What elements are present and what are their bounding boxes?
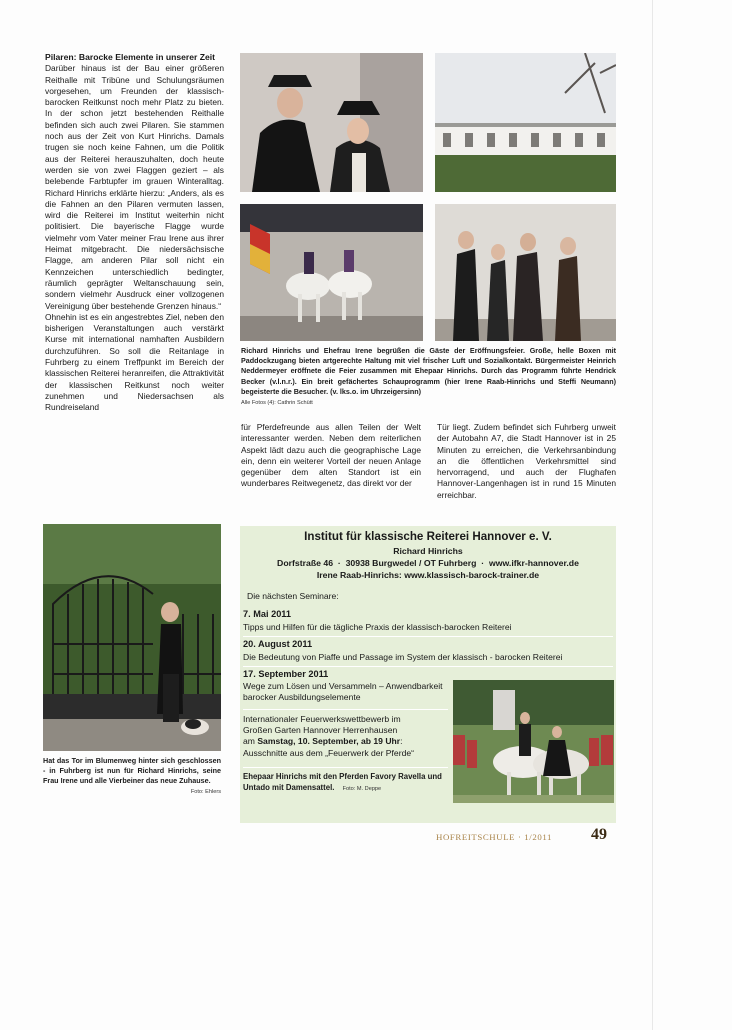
article-column-2: [241, 422, 421, 490]
seminar-1-title: Tipps und Hilfen für die tägliche Praxis der klassisch-barocken Reiterei: [243, 622, 512, 632]
event-line-2: Großen Garten Hannover Herrenhausen: [243, 725, 398, 736]
section-heading: Pilaren: Barocke Elemente in unserer Zeit: [45, 52, 216, 62]
column-1-text-continued: Ohnehin ist es ein angestrebtes Ziel, neben den bisherigen Veranstaltungen auch verstärkt Kurse mit international namhaften Ausbildern durchzuführen. So soll die Reitanlage in Fuhrberg zu einem Treffpunkt im Bereich der klassischen Reiterei heranreifen, die Attraktivität der klassischen Reitkunst noch weiter zunehmen und Niedersachsen als Rundreiseland: [45, 311, 224, 413]
seminar-3-date: 17. September 2011: [243, 669, 329, 679]
column-3-text: Tür liegt. Zudem befindet sich Fuhrberg unweit der Autobahn A7, die Stadt Hannover ist in 25 Minuten zu erreichen, die Verkehrsanbindung an die öffentlichen Verkehrsmittel sind hervorragend, und auch der Flughafen Hannover-Langenhagen ist in rund 15 Minuten erreichbar.: [437, 422, 616, 500]
article-column-1: [45, 52, 224, 414]
gate-caption-text: Hat das Tor im Blumenweg hinter sich geschlossen - in Fuhrberg ist nun für Richard Hinrichs, seine Frau Irene und alle Vierbeiner das neue Zuhause.: [43, 756, 221, 786]
divider: [243, 767, 448, 768]
event-line-3: [243, 736, 451, 747]
seminars-label: Die nächsten Seminare:: [247, 591, 339, 601]
divider: [243, 636, 613, 637]
inset-caption-text: Ehepaar Hinrichs mit den Pferden Favory Ravella und Untado mit Damensattel.: [243, 772, 442, 792]
photo-caption-text: Richard Hinrichs und Ehefrau Irene begrüßen die Gäste der Eröffnungsfeier. Große, helle Boxen mit Paddockzugang bieten artgerechte Haltung mit viel frischer Luft und Sozialkontakt. Bürgermeister Heinrich Neddermeyer eröffnete die Feier zusammen mit Ehepaar Hinrichs. Durch das Programm führte Hendrick Becker (v.l.n.r.). Ein breit gefächertes Schauprogramm (hier Irene Raab-Hinrichs und Steffi Neumann) begeisterte die Besucher. (v. lks.o. im Uhrzeigersinn): [241, 346, 616, 396]
magazine-name: HOFREITSCHULE · 1/2011: [436, 832, 552, 842]
event-line-4: Ausschnitte aus dem „Feuerwerk der Pferde“: [243, 747, 414, 758]
institute-address: Dorfstraße 46 · 30938 Burgwedel / OT Fuhrberg · www.ifkr-hannover.de: [277, 558, 579, 568]
divider: [243, 709, 448, 710]
photo-couple-horses: [453, 680, 614, 803]
event-line-3-prefix: am: [243, 736, 258, 747]
page-number: 49: [591, 826, 607, 843]
event-line-3-suffix: :: [400, 736, 403, 747]
article-column-3: [437, 422, 616, 501]
institute-info-box: [240, 526, 616, 823]
gate-photo-credit: Foto: Ehlers: [190, 788, 221, 795]
inset-photo-credit: Foto: M. Deppe: [342, 785, 382, 792]
inset-photo-caption: [243, 772, 451, 794]
fireworks-event: [243, 714, 451, 759]
seminar-2-date: 20. August 2011: [243, 639, 313, 649]
column-2-text: für Pferdefreunde aus allen Teilen der Welt interessanter werden. Neben dem reiterlichen Aspekt lädt dazu auch die geographische Lage ein, denn ein weiterer Vorteil der neuen Anlage gegenüber dem alten Standort ist ein wunderbares Reitwegenetz, das direkt vor der: [241, 422, 421, 489]
photo-hinrichs-greeting: [240, 53, 423, 192]
divider: [243, 666, 613, 667]
gate-caption: [43, 756, 221, 797]
photo-credit: Alle Fotos (4): Cathrin Schütt: [241, 400, 313, 407]
photo-mayor-opening: [435, 204, 616, 341]
seminar-2-title: Die Bedeutung von Piaffe und Passage im System der klassisch - barocken Reiterei: [243, 652, 563, 662]
page-edge: [652, 0, 653, 1030]
photo-show-riders: [240, 204, 423, 341]
institute-website-irene: Irene Raab-Hinrichs: www.klassisch-barock-trainer.de: [316, 570, 540, 580]
institute-title: Institut für klassische Reiterei Hannover e. V.: [304, 530, 552, 543]
photo-gate: [43, 524, 221, 751]
column-1-text: Darüber hinaus ist der Bau einer größeren Reithalle mit Tribüne und Schulungsräumen vorgesehen, um Freunden der klassisch-barocken Reitkunst noch mehr Platz zu bieten. In der schon jetzt bestehenden Reithalle befinden sich auch zwei Pilaren. Sie stammen noch aus der Zeit von Kurt Hinrichs. Damals trugen sie noch keine Fahnen, um die Politik aus der Reiterei herauszuhalten, doch heute werden sie von zwei Flaggen geziert – als belebende Farbtupfer im grauen Winteralltag. Richard Hinrichs erklärte hierzu: „Anders, als es die Fahnen an den Pilaren vermuten lassen, wird die Reiterei im Institut weiterhin nicht politisiert. Die bayerische Flagge wurde vielmehr vom Vater meiner Frau Irene aus ihrer Heimat mitgebracht. Die niedersächsische Flagge, am anderen Pilar soll nicht ein Kennzeichen unterschiedlich bedingter, räumlich geprägter Weltanschauung sein, sondern vielmehr Ausdruck einer vollzogenen Vereinigung über bestehende Grenzen hinaus.“: [45, 63, 224, 311]
photo-caption: [241, 346, 616, 408]
seminar-1-date: 7. Mai 2011: [243, 609, 292, 619]
photo-stable-building: [435, 53, 616, 192]
event-date: Samstag, 10. September, ab 19 Uhr: [257, 736, 401, 747]
seminar-3-title: Wege zum Lösen und Versammeln – Anwendbarkeit barocker Ausbildungselemente: [243, 681, 443, 703]
institute-director: Richard Hinrichs: [393, 546, 463, 556]
event-line-1: Internationaler Feuerwerkswettbewerb im: [243, 714, 401, 724]
